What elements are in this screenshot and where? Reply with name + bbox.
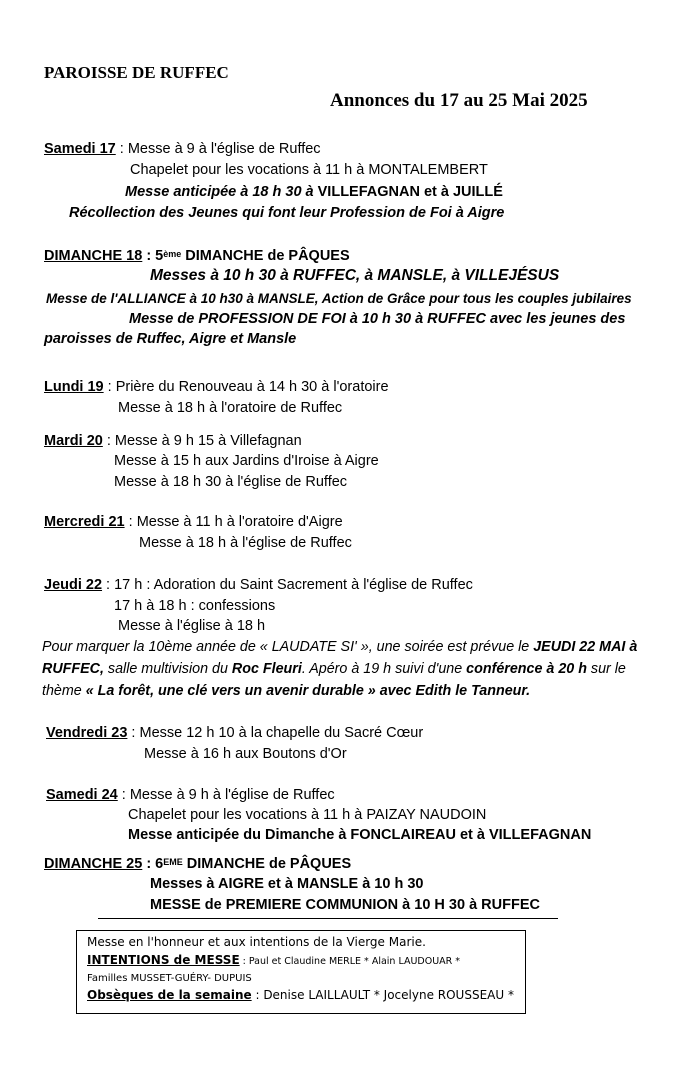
laudate-paragraph-line3 [42,682,530,700]
text: conférence à 20 h [466,661,587,677]
announcement-dates: Annonces du 17 au 25 Mai 2025 [330,90,588,111]
dimanche-18-line3: Messe de l'ALLIANCE à 10 h30 à MANSLE, Action de Grâce pour tous les couples jubilaires [46,291,632,306]
intentions-label: INTENTIONS de MESSE [87,953,240,967]
dimanche-18-line2: Messes à 10 h 30 à RUFFEC, à MANSLE, à VILLEJÉSUS [150,267,560,284]
laudate-paragraph-line2 [42,660,626,678]
samedi-24-line2: Chapelet pour les vocations à 11 h à PAIZAY NAUDOIN [128,807,487,823]
text: : Paul et Claudine MERLE * Alain LAUDOUAR * [239,956,461,967]
text: DIMANCHE de PÂQUES [182,856,352,872]
vendredi-23-line2: Messe à 16 h aux Boutons d'Or [144,746,347,762]
day-label: Samedi 17 [44,141,116,157]
text: DIMANCHE de PÂQUES [181,248,350,264]
dimanche-18-line4: Messe de PROFESSION DE FOI à 10 h 30 à RUFFEC avec les jeunes des [129,311,626,327]
lundi-19-line2: Messe à 18 h à l'oratoire de Ruffec [118,400,343,416]
day-label: DIMANCHE 18 [44,248,143,264]
dimanche-18-line1 [44,247,350,265]
day-label: Jeudi 22 [44,577,103,593]
day-label: DIMANCHE 25 [44,856,143,872]
parish-title: PAROISSE DE RUFFEC [44,63,229,82]
text: salle multivision du [103,661,232,677]
samedi-24-line3: Messe anticipée du Dimanche à FONCLAIREAU et à VILLEFAGNAN [128,827,592,843]
text: : Prière du Renouveau à 14 h 30 à l'oratoire [103,379,389,395]
mercredi-21-line1 [44,513,343,531]
mardi-20-line3: Messe à 18 h 30 à l'église de Ruffec [114,474,348,490]
intentions-box [76,930,526,1014]
text: : 17 h : Adoration du Saint Sacrement à l'église de Ruffec [102,577,473,593]
families-line: Familles MUSSET-GUÉRY- DUPUIS [87,973,252,984]
lundi-19-line1 [44,378,389,396]
day-label: Lundi 19 [44,379,104,395]
text: . Apéro à 19 h suivi d'une [301,661,467,677]
text: thème [42,683,86,699]
dimanche-18-line5: paroisses de Ruffec, Aigre et Mansle [44,331,297,347]
mardi-20-line1 [44,432,302,450]
day-label: Vendredi 23 [46,725,128,741]
text: Roc Fleuri [231,661,302,677]
text: : 5 [142,248,164,264]
mercredi-21-line2: Messe à 18 h à l'église de Ruffec [139,535,352,551]
intentions-line [87,953,460,969]
jeudi-22-line3: Messe à l'église à 18 h [118,618,266,634]
samedi-17-line1 [44,140,321,158]
day-label: Mardi 20 [44,433,103,449]
text: JEUDI 22 MAI à [533,639,638,655]
obseques-line [87,988,514,1003]
vendredi-23-line1 [46,724,423,742]
day-label: Mercredi 21 [44,514,125,530]
text: Messe anticipée à 18 h 30 à [125,184,314,200]
text: Pour marquer la 10ème année de « LAUDATE SI' », une soirée est prévue le [42,639,534,655]
samedi-24-line1 [46,786,335,804]
day-label: Samedi 24 [46,787,118,803]
text: : Messe à 9 h 15 à Villefagnan [102,433,302,449]
obseques-label: Obsèques de la semaine [87,988,252,1002]
text: EME [163,857,183,867]
text: : 6 [142,856,164,872]
laudate-paragraph-line1 [42,638,637,656]
mardi-20-line2: Messe à 15 h aux Jardins d'Iroise à Aigre [114,453,379,469]
dimanche-25-line1 [44,855,351,873]
text: « La forêt, une clé vers un avenir durable » avec Edith le Tanneur. [85,683,531,699]
text: ème [163,249,182,259]
text: : Denise LAILLAULT * Jocelyne ROUSSEAU * [251,988,514,1002]
samedi-17-line3 [125,183,503,201]
text: RUFFEC, [42,661,104,677]
text: : Messe à 9 h à l'église de Ruffec [117,787,335,803]
text: VILLEFAGNAN et à JUILLÉ [313,184,503,200]
dimanche-25-line3: MESSE de PREMIERE COMMUNION à 10 H 30 à RUFFEC [150,897,540,913]
text: : Messe à 9 à l'église de Ruffec [115,141,321,157]
text: : Messe à 11 h à l'oratoire d'Aigre [124,514,343,530]
jeudi-22-line1 [44,576,473,594]
divider [98,918,558,919]
text: : Messe 12 h 10 à la chapelle du Sacré Cœur [127,725,424,741]
vierge-marie-line: Messe en l'honneur et aux intentions de la Vierge Marie. [87,935,426,949]
samedi-17-line4: Récollection des Jeunes qui font leur Profession de Foi à Aigre [69,205,505,221]
text: sur le [586,661,626,677]
jeudi-22-line2: 17 h à 18 h : confessions [114,598,276,614]
samedi-17-line2: Chapelet pour les vocations à 11 h à MONTALEMBERT [130,162,488,178]
dimanche-25-line2: Messes à AIGRE et à MANSLE à 10 h 30 [150,876,424,892]
